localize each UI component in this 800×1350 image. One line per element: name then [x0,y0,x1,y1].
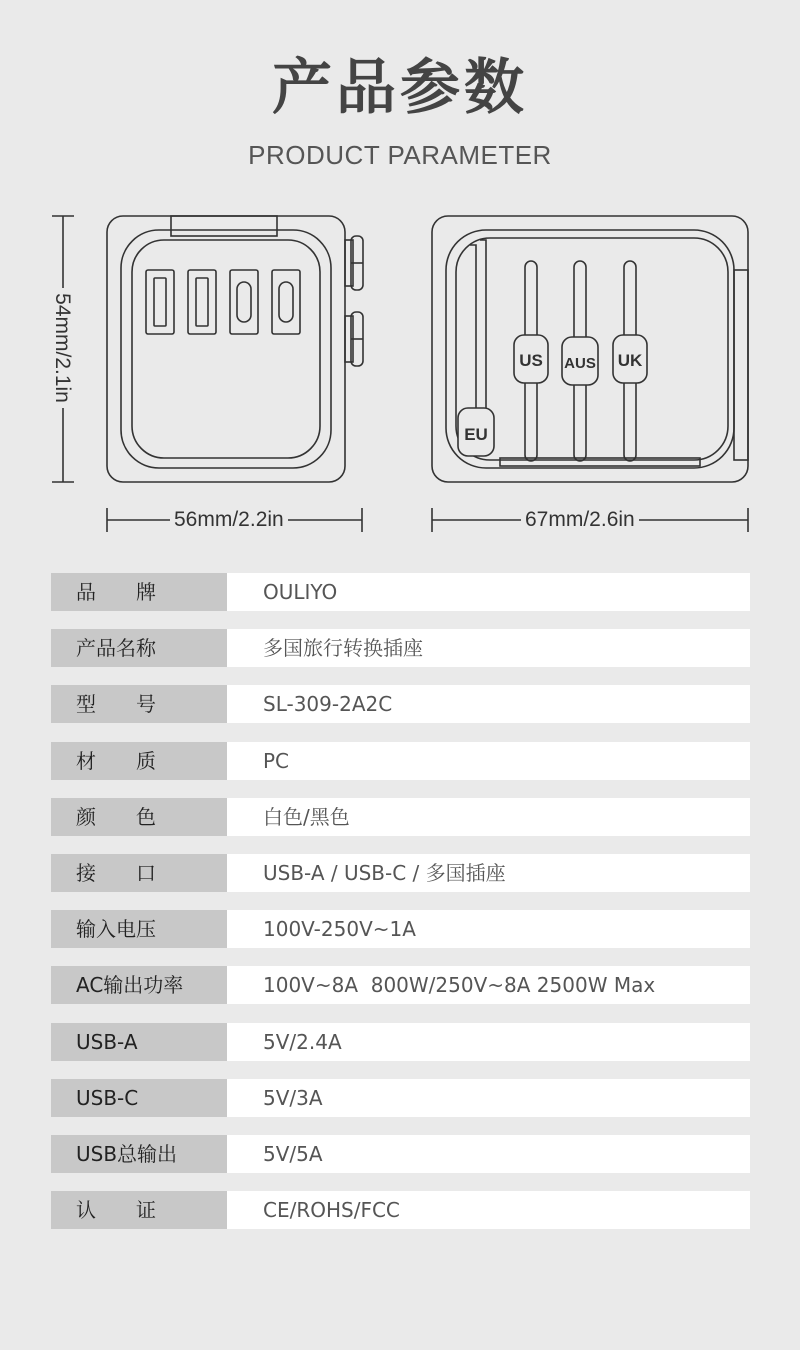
page-title: 产品参数 [272,53,528,123]
usb-c-port-1 [230,270,258,334]
param-row-material [51,742,750,780]
width-right-dimension-label: 67mm/2.6in [521,508,639,532]
front-view-drawing [107,216,363,482]
param-value: 100V-250V~1A [227,910,750,948]
param-key: 材 质 [51,742,227,780]
param-value: PC [227,742,750,780]
param-key: 接 口 [51,854,227,892]
param-value: 5V/3A [227,1079,750,1117]
param-value: 100V~8A 800W/250V~8A 2500W Max [227,966,750,1004]
param-row-usb-total [51,1135,750,1173]
param-key: 型 号 [51,685,227,723]
height-dimension-label: 54mm/2.1in [50,248,74,448]
param-row-usb-a [51,1023,750,1061]
plug-label-us: US [519,351,543,370]
usb-a-port-2 [188,270,216,334]
parameter-table [51,573,750,1247]
param-row-color [51,798,750,836]
param-row-product-name [51,629,750,667]
param-key: 产品名称 [51,629,227,667]
param-key: 输入电压 [51,910,227,948]
param-value: USB-A / USB-C / 多国插座 [227,854,750,892]
param-row-certification [51,1191,750,1229]
param-value: SL-309-2A2C [227,685,750,723]
param-key: 颜 色 [51,798,227,836]
param-row-interface [51,854,750,892]
plug-label-aus: AUS [564,355,596,372]
param-value: 5V/5A [227,1135,750,1173]
param-row-ac-output [51,966,750,1004]
side-knob-top [345,236,363,290]
param-value: 多国旅行转换插座 [227,629,750,667]
width-left-dimension-label: 56mm/2.2in [170,508,288,532]
param-value: 白色/黑色 [227,798,750,836]
usb-c-port-2 [272,270,300,334]
plug-label-uk: UK [617,351,643,370]
param-row-model [51,685,750,723]
param-key: USB-A [51,1023,227,1061]
param-value: OULIYO [227,573,750,611]
param-key: USB总输出 [51,1135,227,1173]
param-row-usb-c [51,1079,750,1117]
product-outline-svg [0,200,800,550]
param-key: 认 证 [51,1191,227,1229]
param-key: 品 牌 [51,573,227,611]
param-row-brand [51,573,750,611]
side-knob-bottom [345,312,363,366]
page-subtitle: PRODUCT PARAMETER [248,140,552,170]
product-drawing [0,200,800,550]
usb-a-port-1 [146,270,174,334]
param-row-input-voltage [51,910,750,948]
param-value: 5V/2.4A [227,1023,750,1061]
param-key: USB-C [51,1079,227,1117]
param-value: CE/ROHS/FCC [227,1191,750,1229]
param-key: AC输出功率 [51,966,227,1004]
plug-label-eu: EU [464,425,488,444]
